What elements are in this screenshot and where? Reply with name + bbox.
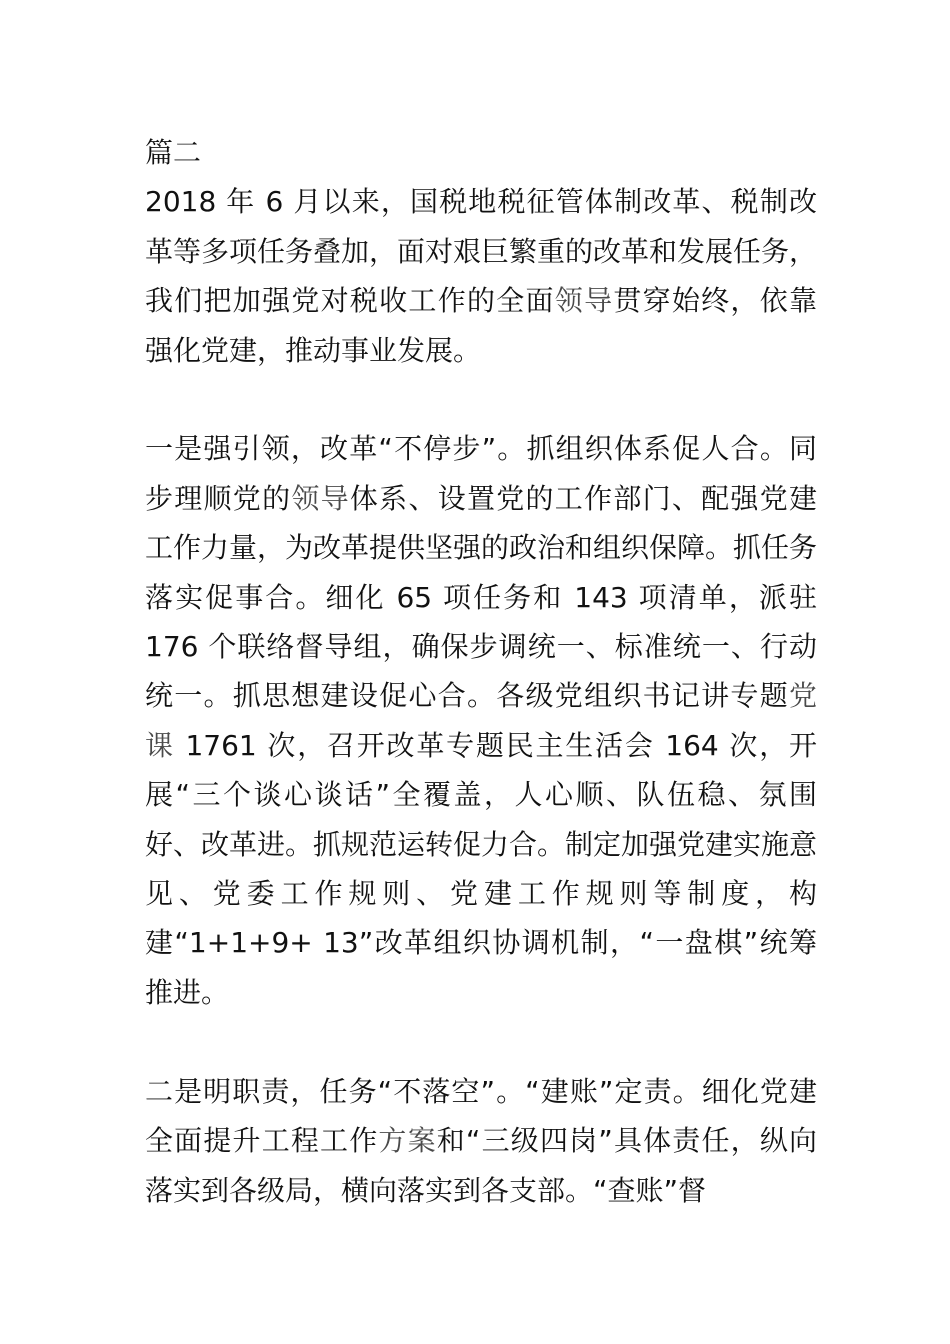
text-run: 贯穿始终，依靠强化党建，推动事业发展。: [145, 284, 817, 367]
document-body: [145, 128, 817, 1215]
paragraph-spacer: [145, 375, 817, 424]
link-text-lingdao[interactable]: 领导: [291, 481, 350, 515]
text-run: 二是明职责，任务“不落空”。“建账”定责。细化党建全面提升工程工作: [145, 1074, 817, 1158]
text-run: 体系、设置党的工作部门、配强党建工作力量，为改革提供坚强的政治和组织保障。抓任务落实促事合。细化 65 项任务和 143 项清单，派驻 176 个联络督导组，确保步调统一、标准统一、行动统一。抓思想建设促心合。各级党组织书记讲专题: [145, 481, 818, 713]
text-run: 一是强引领，改革“不停步”。抓组织体系促人合。同步理顺党的: [145, 432, 817, 515]
link-text-dangke[interactable]: 党课: [145, 679, 817, 762]
text-run: 1761 次，召开改革专题民主生活会 164 次，开展“三个谈心谈话”全覆盖，人心顺、队伍稳、氛围好、改革进。抓规范运转促力合。制定加强党建实施意见、党委工作规则、党建工作规则等制度，构建“1+1+9+ 13”改革组织协调机制，“一盘棋”统筹推进。: [145, 728, 818, 1009]
text-run: 和“三级四岗”具体责任，纵向落实到各级局，横向落实到各支部。“查账”督: [145, 1124, 817, 1207]
paragraph-spacer: [145, 1017, 817, 1066]
section2-paragraph: [145, 1067, 817, 1215]
link-text-lingdao[interactable]: 领导: [554, 284, 614, 318]
section1-paragraph: [145, 424, 817, 1017]
text-run: 2018 年 6 月以来，国税地税征管体制改革、税制改革等多项任务叠加，面对艰巨繁重的改革和发展任务，我们把加强党对税收工作的全面: [145, 185, 818, 318]
intro-paragraph: [145, 177, 817, 375]
section-heading: 篇二: [145, 136, 202, 169]
link-text-fangan[interactable]: 方案: [378, 1124, 437, 1158]
